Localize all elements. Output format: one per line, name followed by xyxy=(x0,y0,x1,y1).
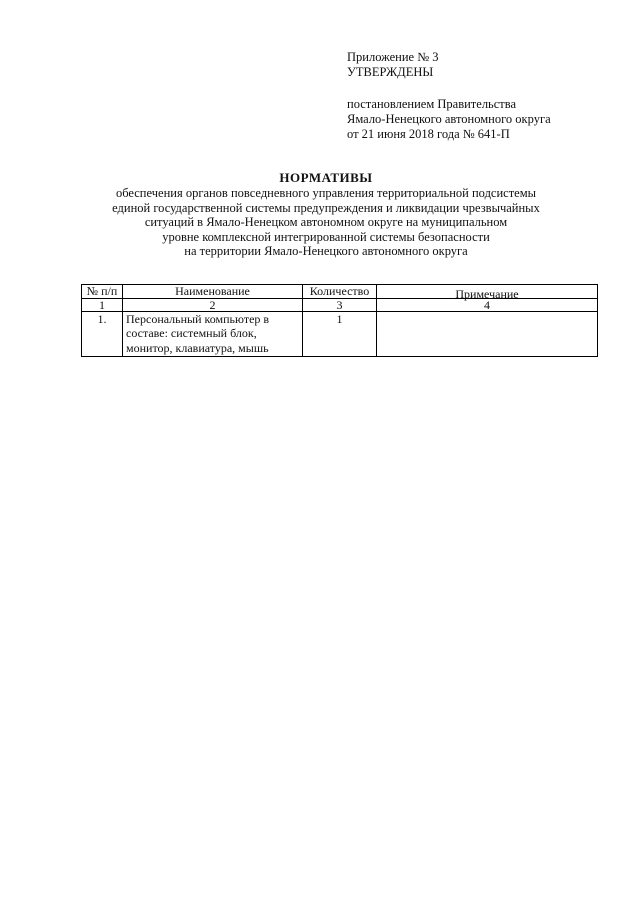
document-title: НОРМАТИВЫ xyxy=(279,170,373,185)
approval-line-2: Ямало-Ненецкого автономного округа xyxy=(347,112,551,126)
row-name-line: монитор, клавиатура, мышь xyxy=(126,340,269,355)
approval-block xyxy=(347,50,551,142)
subtitle-line: уровне комплексной интегрированной системы безопасности xyxy=(162,229,490,244)
column-number: 1 xyxy=(82,299,123,312)
row-name-line: Персональный компьютер в xyxy=(126,312,270,326)
title-block xyxy=(62,170,590,259)
subtitle-line: на территории Ямало-Ненецкого автономного округа xyxy=(184,244,468,259)
column-number: 2 xyxy=(123,299,303,312)
header-number: № п/п xyxy=(82,285,123,299)
row-name xyxy=(123,312,303,357)
subtitle-line: ситуаций в Ямало-Ненецком автономном округе на муниципальном xyxy=(144,215,508,230)
approval-line-1: постановлением Правительства xyxy=(347,97,517,111)
norms-table xyxy=(81,284,598,357)
approved-label: УТВЕРЖДЕНЫ xyxy=(347,65,434,79)
header-note xyxy=(377,285,598,299)
column-number: 3 xyxy=(303,299,377,312)
approval-line-3: от 21 июня 2018 года № 641-П xyxy=(347,127,510,141)
column-number-row xyxy=(82,299,598,312)
row-number: 1. xyxy=(82,312,123,357)
row-quantity: 1 xyxy=(303,312,377,357)
appendix-label: Приложение № 3 xyxy=(347,50,439,64)
header-quantity: Количество xyxy=(303,285,377,299)
subtitle-line: обеспечения органов повседневного управления территориальной подсистемы xyxy=(115,186,537,200)
subtitle-line: единой государственной системы предупреждения и ликвидации чрезвычайных xyxy=(112,200,540,215)
header-name: Наименование xyxy=(123,285,303,299)
header-note-label: Примечание xyxy=(455,287,519,301)
table-header-row xyxy=(82,285,598,299)
row-note xyxy=(377,312,598,357)
column-number: 4 xyxy=(377,299,598,312)
row-name-line: составе: системный блок, xyxy=(126,326,257,341)
table-row xyxy=(82,312,598,357)
